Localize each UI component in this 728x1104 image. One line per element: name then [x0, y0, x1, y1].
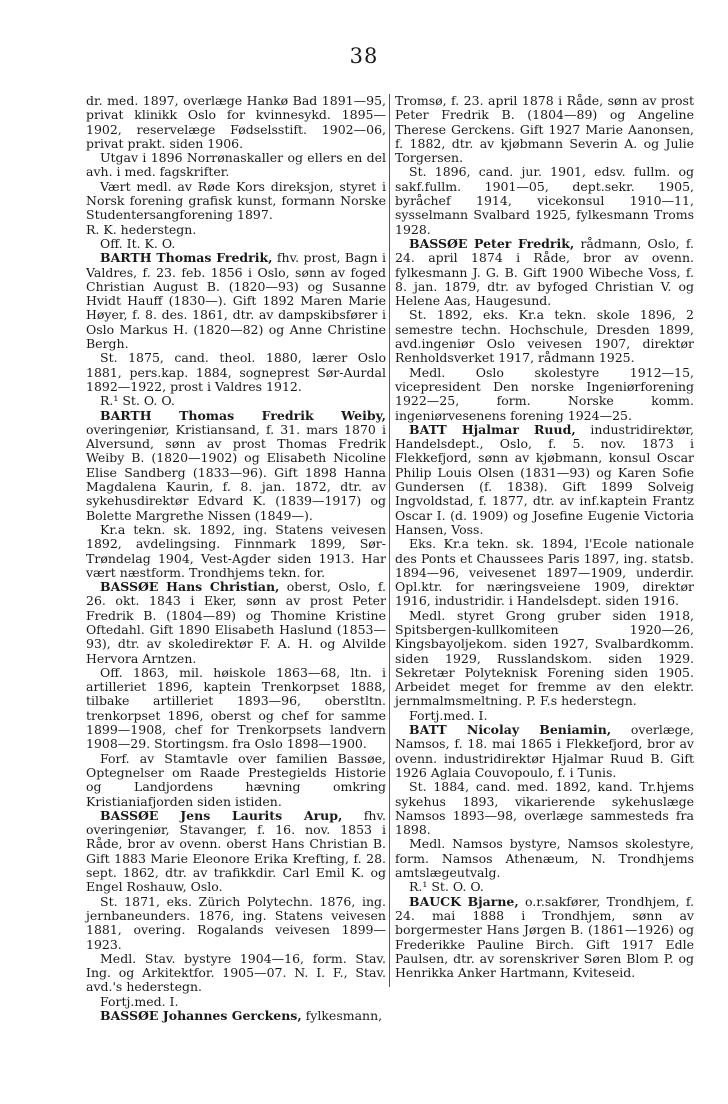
biography-entry: [395, 237, 694, 308]
body-paragraph: Tromsø, f. 23. april 1878 i Råde, sønn av prost Peter Fredrik B. (1804—89) og Angeline Therese Gerckens. Gift 1927 Marie Aanonsen, f. 1882, dtr. av kjøbmann Severin A. og Julie Torgersen.: [395, 93, 694, 166]
entry-name: BASSØE Johannes Gerckens,: [100, 1008, 302, 1023]
entry-name: BARTH Thomas Fredrik Weiby,: [100, 407, 386, 423]
body-paragraph: Off. 1863, mil. høiskole 1863—68, ltn. i artilleriet 1896, kaptein Trenkorpset 1888, tilbake artilleriet 1893—96, oberstltn. trenkorpset 1896, oberst og chef for samme 1899—1908, chef for Trenkorpsets landvern 1908—29. Stortingsm. fra Oslo 1898—1900.: [86, 664, 386, 752]
body-paragraph: Eks. Kr.a tekn. sk. 1894, l'Ecole nationale des Ponts et Chaussees Paris 1897, ing. statsb. 1894—96, veivesenet 1897—1909, underdir. Opl.ktr. for næringsveiene 1909, direktør 1916, industridir. i Handelsdept. siden 1916.: [395, 536, 694, 609]
entry-text: fhv. prost, Bagn i Valdres, f. 23. feb. 1856 i Oslo, sønn av foged Christian August B. (1820—93) og Susanne Hvidt Hauff (1830—). Gift 1892 Maren Marie Høyer, f. 8. des. 1861, dtr. av dampskibsfører i Oslo Markus H. (1820—82) og Anne Christine Bergh.: [86, 250, 386, 352]
body-paragraph: Off. It. K. O.: [100, 235, 176, 251]
entry-text: o.r.sakfører, Trondhjem, f. 24. mai 1888 i Trondhjem, sønn av borgermester Hans Jørgen B. (1861—1926) og Frederikke Pauline Birch. Gift 1917 Edle Paulsen, dtr. av sorenskriver Søren Blom P. og Henrikka Anker Hartmann, Kviteseid.: [395, 893, 695, 981]
biography-entry: [86, 1009, 386, 1023]
body-paragraph: St. 1875, cand. theol. 1880, lærer Oslo 1881, pers.kap. 1884, sogneprest Sør-Aurdal 1892—1922, prost i Valdres 1912.: [86, 350, 386, 394]
body-paragraph: Medl. styret Grong gruber siden 1918, Spitsbergen-kullkomiteen 1920—26, Kingsbayoljekom. siden 1927, Svalbardkomm. siden 1929, Russlandskom. siden 1929. Sekretær Polyteknisk Forening siden 1905. Arbeidet meget for fremme av den elektr. jernmalmsmeltning. P. F.s hederstegn.: [395, 607, 694, 709]
body-paragraph: Kr.a tekn. sk. 1892, ing. Statens veivesen 1892, avdelingsing. Finnmark 1899, Sør-Trøndelag 1904, Vest-Agder siden 1913. Har vært næstform. Trondhjems tekn. for.: [86, 521, 386, 580]
entry-name: BARTH Thomas Fredrik,: [100, 250, 273, 266]
body-paragraph: Medl. Oslo skolestyre 1912—15, vicepresident Den norske Ingeniørforening 1922—25, form. Norske komm. ingeniørvesenens forening 1924—25.: [395, 364, 694, 423]
body-paragraph: R.¹ St. O. O.: [100, 393, 175, 409]
biography-entry: [86, 809, 386, 895]
body-paragraph: St. 1896, cand. jur. 1901, edsv. fullm. og sakf.fullm. 1901—05, dept.sekr. 1905, byråchef 1914, vicekonsul 1910—11, sysselmann Svalbard 1925, fylkesmann Troms 1928.: [395, 164, 694, 237]
entry-text: overingeniør, Kristiansand, f. 31. mars 1870 i Alversund, sønn av prost Thomas Fredrik Weiby B. (1820—1902) og Elisabeth Nicoline Elise Sandberg (1833—96). Gift 1898 Hanna Magdalena Kaurin, f. 8. jan. 1872, dtr. av sykehusdirektør Edvard K. (1839—1917) og Bolette Margrethe Nissen (1849—).: [86, 421, 386, 523]
right-column: [395, 94, 694, 980]
biography-entry: [395, 895, 694, 981]
entry-text: industridirektør, Handelsdept., Oslo, f. 5. nov. 1873 i Flekkefjord, sønn av kjøbmann, konsul Oscar Philip Louis Olsen (1831—93) og Karen Sofie Gundersen (f. 1838). Gift 1899 Solveig Ingvoldstad, f. 1877, dtr. av inf.kaptein Frantz Oscar I. (d. 1909) og Josefine Eugenie Victoria Hansen, Voss.: [395, 421, 694, 537]
body-paragraph: St. 1871, eks. Zürich Polytechn. 1876, ing. jernbaneunders. 1876, ing. Statens veivesen 1881, overing. Rogalands veivesen 1899—1923.: [86, 893, 386, 952]
body-paragraph: Utgav i 1896 Norrønaskaller og ellers en del avh. i med. fagskrifter.: [86, 150, 386, 180]
body-paragraph: Forf. av Stamtavle over familien Bassøe, Optegnelser om Raade Prestegields Historie og Landjordens hævning omkring Kristianiafjorden siden istiden.: [86, 750, 386, 809]
entry-text: overlæge, Namsos, f. 18. mai 1865 i Flekkefjord, bror av ovenn. industridirektør Hjalmar Ruud B. Gift 1926 Aglaia Couvopoulo, f. i Tunis.: [395, 722, 694, 780]
body-paragraph: Vært medl. av Røde Kors direksjon, styret i Norsk forening grafisk kunst, formann Norske Studentersangforening 1897.: [86, 178, 386, 223]
entry-name: BATT Hjalmar Ruud,: [409, 421, 576, 437]
column-divider: [389, 94, 390, 987]
body-paragraph: Fortj.med. I.: [100, 993, 179, 1009]
body-paragraph: St. 1884, cand. med. 1892, kand. Tr.hjems sykehus 1893, vikarierende sykehuslæge Namsos 1893—98, overlæge sammesteds fra 1898.: [395, 779, 694, 838]
body-paragraph: Fortj.med. I.: [409, 707, 488, 723]
entry-name: BASSØE Hans Christian,: [100, 579, 280, 595]
body-paragraph: Medl. Stav. bystyre 1904—16, form. Stav. Ing. og Arkitektfor. 1905—07. N. I. F., Stav. avd.'s hederstegn.: [86, 950, 386, 995]
entry-text: oberst, Oslo, f. 26. okt. 1843 i Eker, sønn av prost Peter Fredrik B. (1804—89) og Thomine Kristine Oftedahl. Gift 1890 Elisabeth Haslund (1853—93), dtr. av skoledirektør F. A. H. og Alvilde Hervora Arntzen.: [86, 579, 387, 666]
biography-entry: [86, 409, 386, 523]
biography-entry: [395, 723, 694, 780]
body-paragraph: R.¹ St. O. O.: [409, 879, 484, 895]
entry-text: fylkesmann,: [301, 1008, 383, 1023]
biography-entry: [86, 580, 386, 666]
biography-entry: [86, 251, 386, 351]
entry-text: rådmann, Oslo, f. 24. april 1874 i Råde, bror av ovenn. fylkesmann J. G. B. Gift 1900 Wibeche Voss, f. 8. jan. 1879, dtr. av byfoged Christian V. og Helene Aas, Haugesund.: [395, 235, 694, 309]
page-number: 38: [349, 44, 379, 68]
body-paragraph: R. K. hederstegn.: [86, 221, 197, 237]
entry-name: BATT Nicolay Beniamin,: [409, 722, 612, 738]
biography-entry: [395, 423, 694, 537]
left-column: [86, 94, 386, 1023]
entry-name: BASSØE Jens Laurits Arup,: [100, 807, 343, 823]
entry-name: BAUCK Bjarne,: [409, 893, 519, 909]
body-paragraph: dr. med. 1897, overlæge Hankø Bad 1891—95, privat klinikk Oslo for kvinnesykd. 1895—1902, reservelæge Fødselsstift. 1902—06, privat prakt. siden 1906.: [86, 93, 386, 151]
entry-text: fhv. overingeniør, Stavanger, f. 16. nov. 1853 i Råde, bror av ovenn. oberst Hans Christian B. Gift 1883 Marie Eleonore Erika Krefting, f. 28. sept. 1862, dtr. av trafikkdir. Carl Emil K. og Engel Roshauw, Oslo.: [86, 807, 386, 895]
body-paragraph: St. 1892, eks. Kr.a tekn. skole 1896, 2 semestre techn. Hochschule, Dresden 1899, avd.ingeniør Oslo veivesen 1907, direktør Renholdsverket 1917, rådmann 1925.: [395, 307, 694, 366]
body-paragraph: Medl. Namsos bystyre, Namsos skolestyre, form. Namsos Athenæum, N. Trondhjems amtslægeutvalg.: [395, 836, 694, 881]
entry-name: BASSØE Peter Fredrik,: [409, 235, 575, 251]
